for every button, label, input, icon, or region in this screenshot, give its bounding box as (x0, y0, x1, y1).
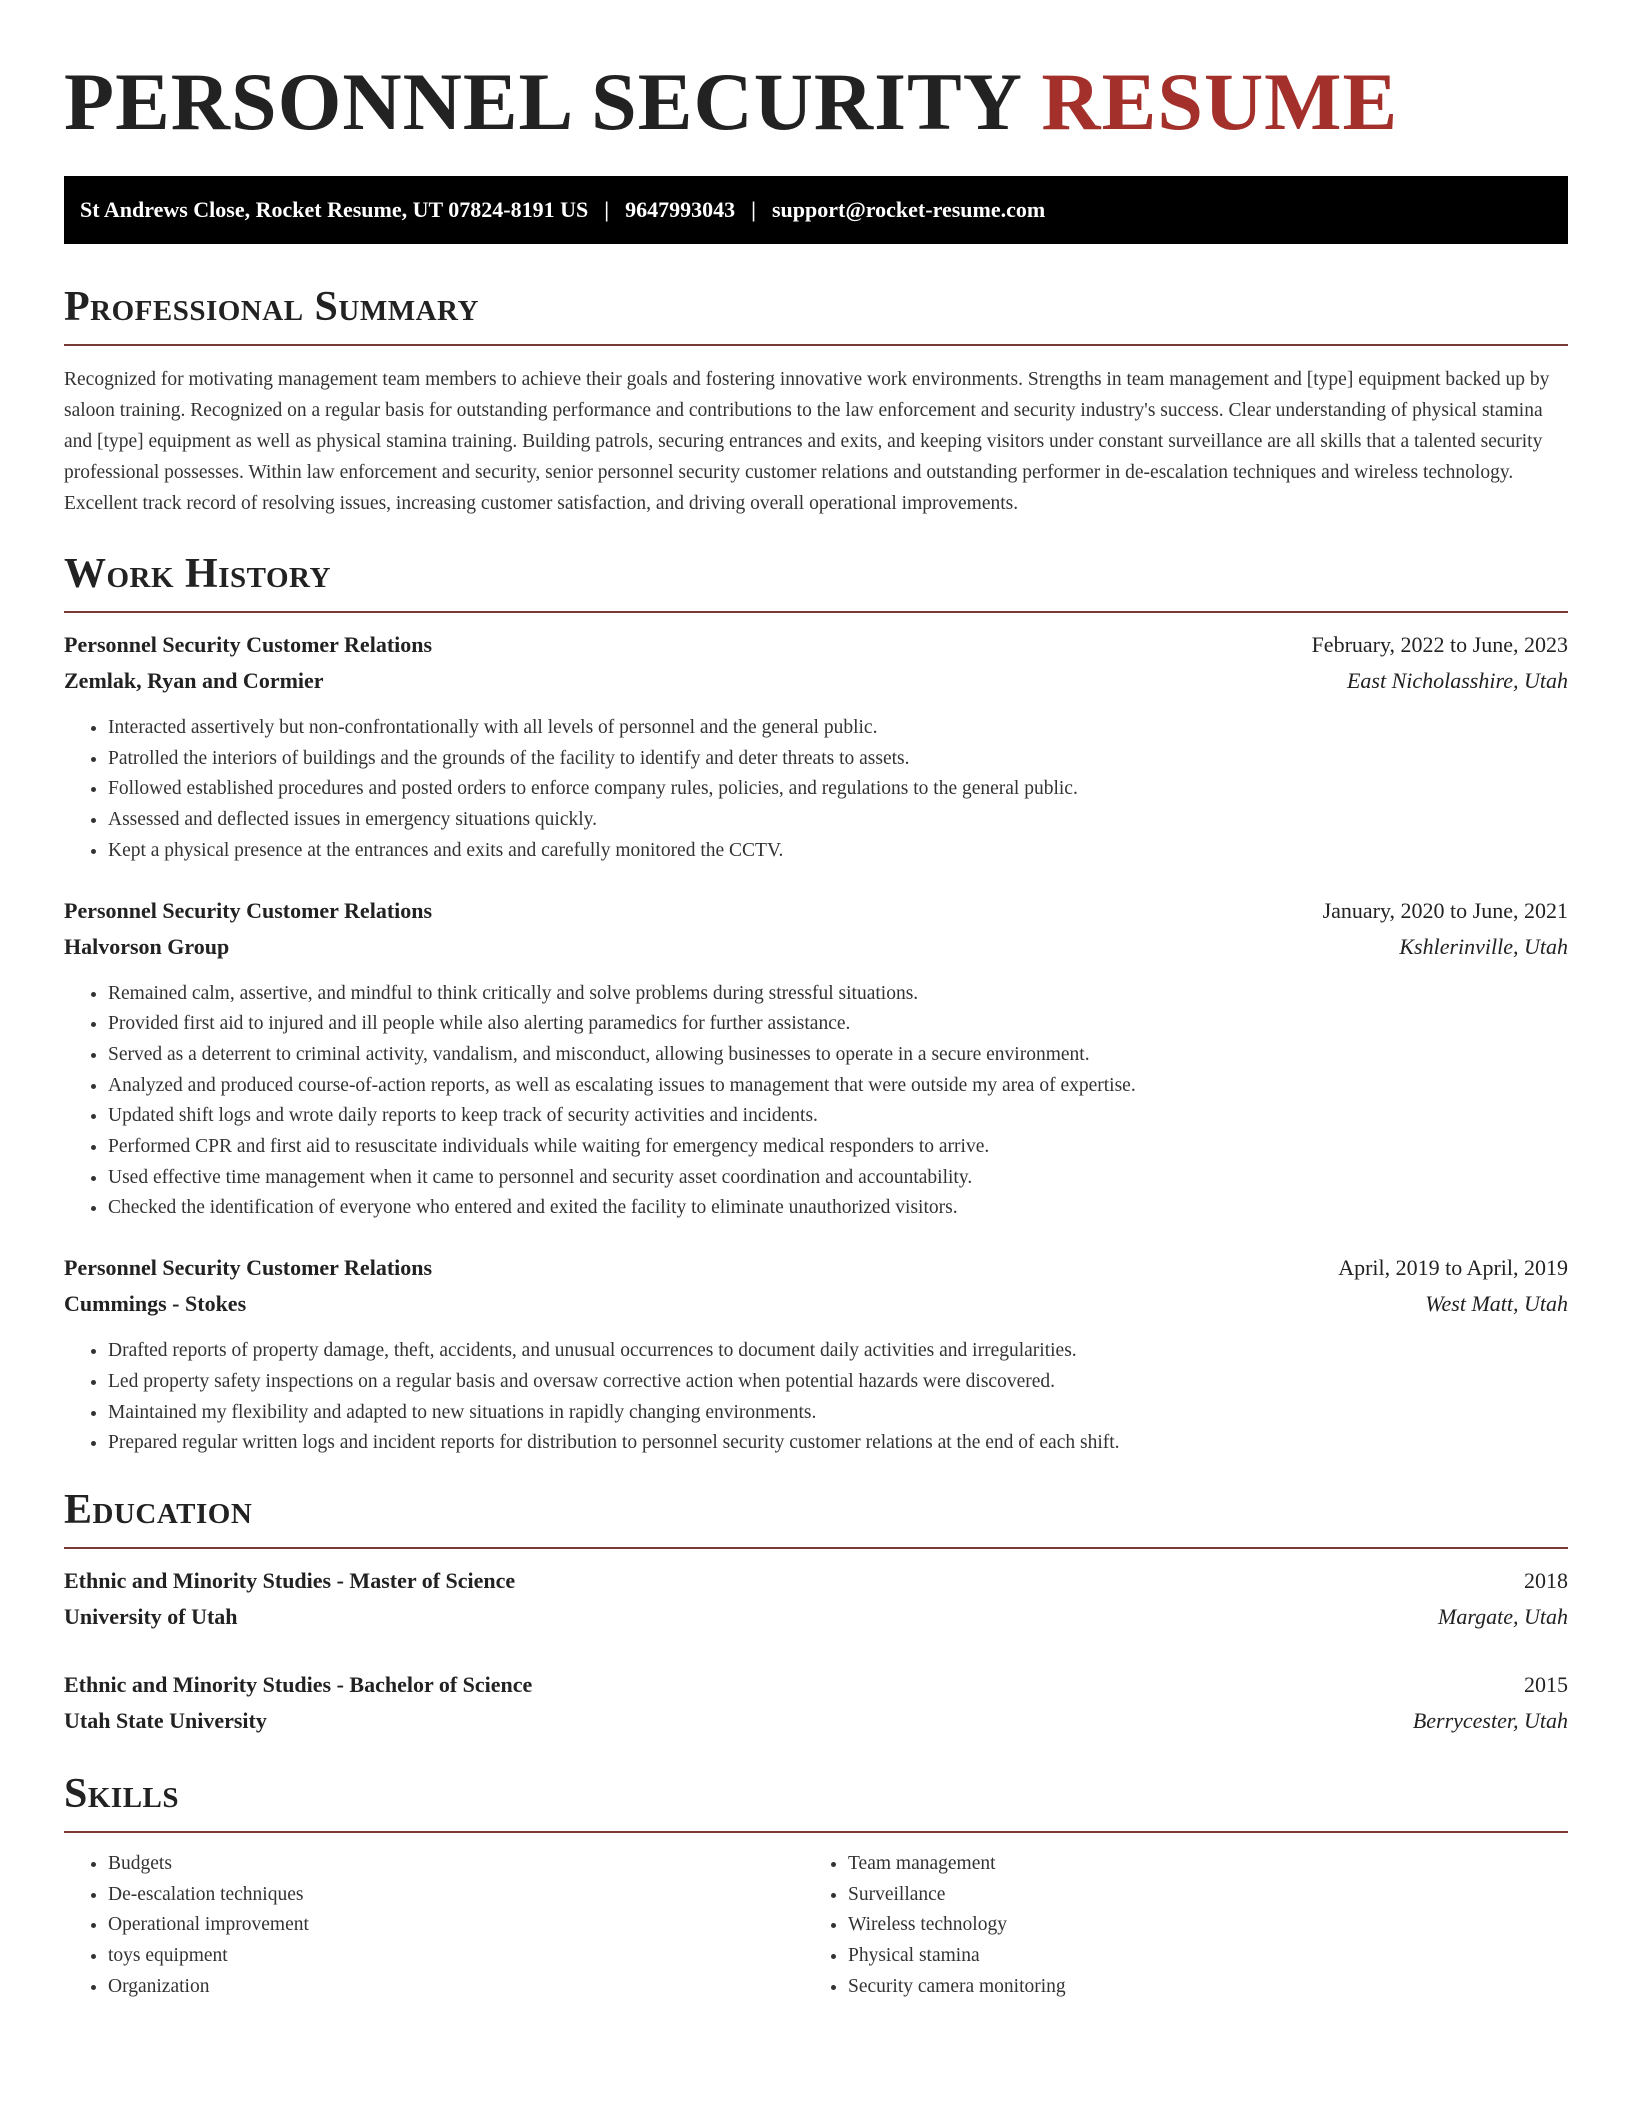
skills-grid (64, 1849, 1568, 2003)
summary-text: Recognized for motivating management team members to achieve their goals and fostering innovative work environments. Strengths in team management and [type] equipment backed up by saloon training. Recognized on a regular basis for outstanding performance and contributions to the law enforcement and security industry's success. Clear understanding of physical stamina and [type] equipment as well as physical stamina training. Building patrols, securing entrances and exits, and keeping visitors under constant surveillance are all skills that a talented security professional possesses. Within law enforcement and security, senior personnel security customer relations and outstanding performer in de-escalation techniques and wireless technology. Excellent track record of resolving issues, increasing customer satisfaction, and driving overall operational improvements. (64, 369, 1550, 514)
contact-phone[interactable]: 9647993043 (625, 197, 736, 222)
contact-email[interactable]: support@rocket-resume.com (771, 197, 1046, 222)
section-divider (64, 1831, 1568, 1833)
job-company: Zemlak, Ryan and Cormier (64, 668, 324, 693)
education-entry (64, 1563, 1568, 1635)
job-bullet: • Checked the identification of everyone who entered and exited the facility to eliminate unauthorized visitors. (108, 1193, 1568, 1224)
section-heading-skills: Skills (64, 1770, 180, 1817)
job-entry (64, 627, 1568, 867)
job-bullet: • Prepared regular written logs and incident reports for distribution to personnel security customer relations at the end of each shift. (108, 1428, 1568, 1459)
skills-list (64, 1849, 804, 2003)
skill-item: • Budgets (108, 1849, 804, 1880)
education-section (64, 1485, 1568, 1739)
resume-page (64, 0, 1568, 2002)
job-entry (64, 893, 1568, 1225)
job-bullet: • Provided first aid to injured and ill people while also alerting paramedics for further assistance. (108, 1009, 1568, 1040)
section-divider (64, 344, 1568, 346)
job-bullet: • Maintained my flexibility and adapted to new situations in rapidly changing environments. (108, 1398, 1568, 1429)
job-header-row (64, 1250, 1568, 1286)
title-accent: RESUME (1041, 56, 1399, 147)
job-bullet: • Performed CPR and first aid to resuscitate individuals while waiting for emergency medical responders to arrive. (108, 1132, 1568, 1163)
job-title: Personnel Security Customer Relations (64, 632, 433, 657)
job-bullets (64, 1336, 1568, 1459)
job-bullets (64, 979, 1568, 1225)
skill-item: • toys equipment (108, 1941, 804, 1972)
job-bullet: • Used effective time management when it came to personnel and security asset coordination and accountability. (108, 1163, 1568, 1194)
skills-column-left (64, 1849, 804, 2003)
job-company-row (64, 929, 1568, 965)
job-bullets (64, 713, 1568, 867)
job-bullet: • Followed established procedures and posted orders to enforce company rules, policies, and regulations to the general public. (108, 774, 1568, 805)
education-degree: Ethnic and Minority Studies - Bachelor of Science (64, 1671, 533, 1697)
job-title: Personnel Security Customer Relations (64, 897, 433, 923)
job-bullet: • Updated shift logs and wrote daily reports to keep track of security activities and incidents. (108, 1101, 1568, 1132)
work-history-section (64, 549, 1568, 1459)
job-bullet: • Served as a deterrent to criminal activity, vandalism, and misconduct, allowing businesses to operate in a secure environment. (108, 1040, 1568, 1071)
skill-item: • De-escalation techniques (108, 1880, 804, 1911)
job-dates: January, 2020 to June, 2021 (1322, 897, 1568, 923)
skill-item: • Physical stamina (848, 1941, 1544, 1972)
section-heading-education: Education (64, 1486, 253, 1533)
education-year: 2015 (1524, 1671, 1568, 1697)
job-location: West Matt, Utah (1425, 1291, 1568, 1317)
job-location: East Nicholasshire, Utah (1346, 668, 1568, 693)
skill-item: • Surveillance (848, 1880, 1544, 1911)
job-company-row (64, 663, 1568, 699)
job-company: Cummings - Stokes (64, 1291, 247, 1317)
resume-title (64, 0, 1568, 148)
education-school: University of Utah (64, 1603, 238, 1629)
section-divider (64, 611, 1568, 613)
education-location: Margate, Utah (1438, 1603, 1568, 1629)
job-bullet: • Interacted assertively but non-confrontationally with all levels of personnel and the general public. (108, 713, 1568, 744)
job-bullet: • Led property safety inspections on a regular basis and oversaw corrective action when potential hazards were discovered. (108, 1367, 1568, 1398)
section-heading-work: Work History (64, 551, 331, 597)
job-title: Personnel Security Customer Relations (64, 1255, 433, 1281)
skill-item: • Wireless technology (848, 1910, 1544, 1941)
skills-column-right (804, 1849, 1544, 2003)
job-entry (64, 1250, 1568, 1459)
job-dates: February, 2022 to June, 2023 (1311, 632, 1568, 657)
section-heading-summary: Professional Summary (64, 284, 479, 330)
contact-separator: | (751, 197, 756, 222)
section-divider (64, 1547, 1568, 1549)
education-school: Utah State University (64, 1707, 267, 1733)
job-header-row (64, 893, 1568, 929)
contact-address: St Andrews Close, Rocket Resume, UT 07824-8191 US (80, 197, 589, 222)
job-company-row (64, 1286, 1568, 1322)
job-bullet: • Drafted reports of property damage, theft, accidents, and unusual occurrences to document daily activities and irregularities. (108, 1336, 1568, 1367)
title-main: PERSONNEL SECURITY (64, 56, 1020, 147)
education-degree-row (64, 1667, 1568, 1703)
education-year: 2018 (1524, 1567, 1568, 1593)
job-company: Halvorson Group (64, 933, 230, 959)
skill-item: • Operational improvement (108, 1910, 804, 1941)
education-location: Berrycester, Utah (1412, 1707, 1568, 1733)
job-bullet: • Remained calm, assertive, and mindful to think critically and solve problems during stressful situations. (108, 979, 1568, 1010)
job-bullet: • Patrolled the interiors of buildings and the grounds of the facility to identify and deter threats to assets. (108, 744, 1568, 775)
contact-separator: | (604, 197, 610, 222)
education-degree-row (64, 1563, 1568, 1599)
skills-list (804, 1849, 1544, 2003)
job-header-row (64, 627, 1568, 663)
education-school-row (64, 1703, 1568, 1739)
contact-bar (64, 176, 1568, 244)
skill-item: • Team management (848, 1849, 1544, 1880)
job-bullet: • Analyzed and produced course-of-action reports, as well as escalating issues to management that were outside my area of expertise. (108, 1071, 1568, 1102)
skills-section (64, 1769, 1568, 2003)
job-bullet: • Assessed and deflected issues in emergency situations quickly. (108, 805, 1568, 836)
job-location: Kshlerinville, Utah (1399, 933, 1568, 959)
summary-section (64, 282, 1568, 519)
job-dates: April, 2019 to April, 2019 (1338, 1255, 1568, 1281)
skill-item: • Organization (108, 1972, 804, 2003)
education-entry (64, 1667, 1568, 1739)
job-bullet: • Kept a physical presence at the entrances and exits and carefully monitored the CCTV. (108, 836, 1568, 867)
education-degree: Ethnic and Minority Studies - Master of Science (64, 1567, 516, 1593)
skill-item: • Security camera monitoring (848, 1972, 1544, 2003)
education-school-row (64, 1599, 1568, 1635)
